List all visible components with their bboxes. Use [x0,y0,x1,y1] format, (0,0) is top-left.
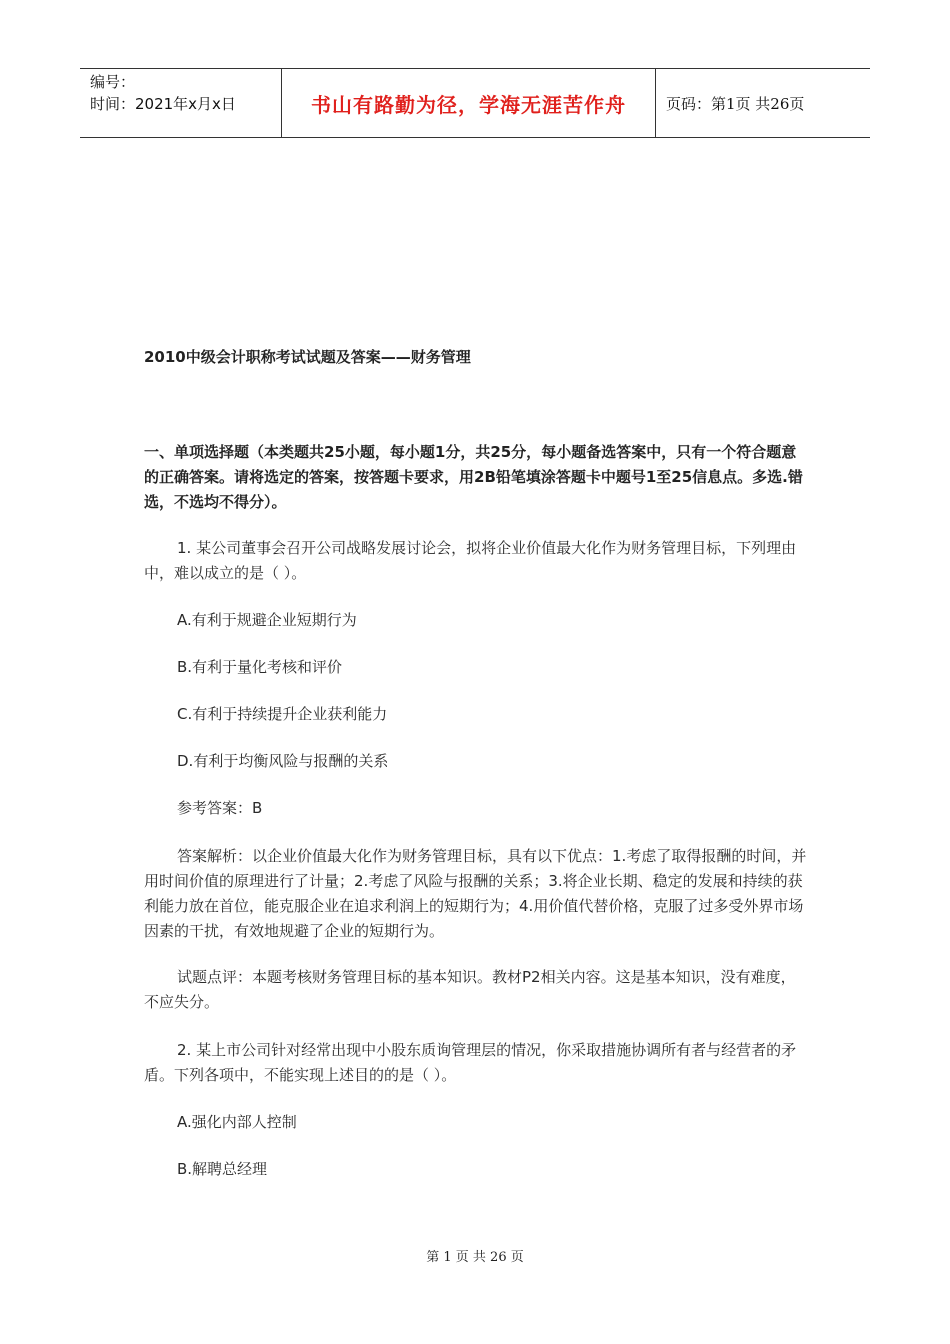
question-1-answer: 参考答案：B [177,799,263,817]
page-footer: 第 1 页 共 26 页 [426,1250,524,1265]
question-1-option-c: C.有利于持续提升企业获利能力 [177,705,388,723]
question-1-option-d: D.有利于均衡风险与报酬的关系 [177,752,389,770]
question-1-analysis: 答案解析：以企业价值最大化作为财务管理目标，具有以下优点：1.考虑了取得报酬的时间，并用时间价值的原理进行了计量；2.考虑了风险与报酬的关系；3.将企业长期、稳定的发展和持续的获利能力放在首位，能克服企业在追求利润上的短期行为；4.用价值代替价格，克服了过多受外界市场因素的干扰，有效地规避了企业的短期行为。 [144,847,807,940]
question-2-stem: 2. 某上市公司针对经常出现中小股东质询管理层的情况，你采取措施协调所有者与经营者的矛盾。下列各项中，不能实现上述目的的是（ ）。 [144,1041,797,1084]
number-label: 编号： [90,73,136,91]
question-2-option-b: B.解聘总经理 [177,1160,268,1178]
header-motto: 书山有路勤为径，学海无涯苦作舟 [282,69,656,137]
question-1-stem: 1. 某公司董事会召开公司战略发展讨论会，拟将企业价值最大化作为财务管理目标，下列理由中，难以成立的是（ ）。 [144,539,797,582]
question-1-comment: 试题点评：本题考核财务管理目标的基本知识。教材P2相关内容。这是基本知识，没有难度，不应失分。 [144,968,796,1011]
time-label: 时间：2021年x月x日 [90,95,236,113]
header-meta [80,69,282,137]
question-1-option-b: B.有利于量化考核和评价 [177,658,343,676]
section-heading: 一、单项选择题（本类题共25小题，每小题1分，共25分，每小题备选答案中，只有一个符合题意的正确答案。请将选定的答案，按答题卡要求，用2B铅笔填涂答题卡中题号1至25信息点。多选.错选，不选均不得分）。 [144,443,803,511]
document-title: 2010中级会计职称考试试题及答案——财务管理 [144,348,471,366]
question-1-option-a: A.有利于规避企业短期行为 [177,611,357,629]
page-header [80,68,870,138]
header-page-info: 页码：第1页 共26页 [666,94,805,113]
question-2-option-a: A.强化内部人控制 [177,1113,297,1131]
